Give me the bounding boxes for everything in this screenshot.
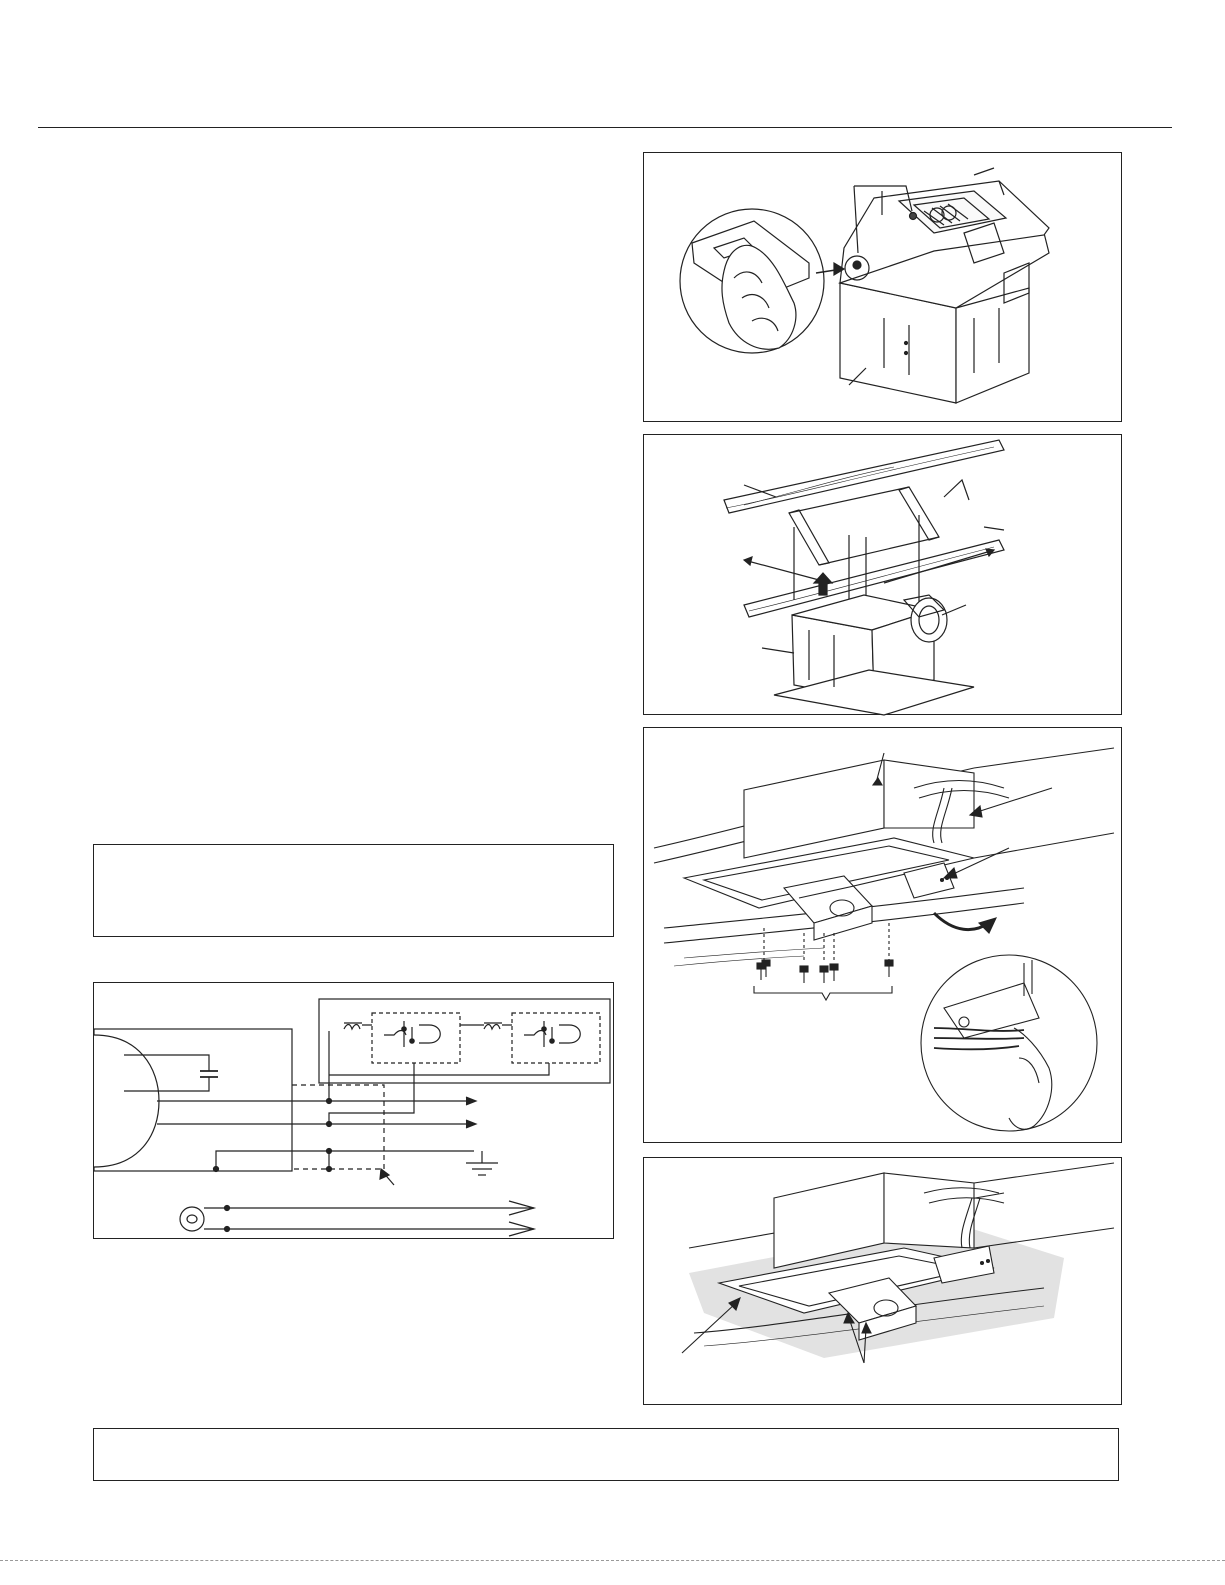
figure-4-illustration xyxy=(644,1158,1123,1406)
figure-4-panel xyxy=(643,1157,1122,1405)
header-rule xyxy=(38,127,1172,128)
sensor-symbol xyxy=(180,1207,204,1231)
figure-3-illustration xyxy=(644,728,1123,1144)
figure-1-panel xyxy=(643,152,1122,422)
figure-2-illustration xyxy=(644,435,1123,716)
note-box xyxy=(93,844,614,937)
figure-3-panel xyxy=(643,727,1122,1143)
bottom-note-box xyxy=(93,1428,1119,1481)
figure-1-illustration xyxy=(644,153,1123,423)
wiring-diagram xyxy=(94,983,615,1240)
wiring-diagram-panel xyxy=(93,982,614,1239)
page-bottom-edge xyxy=(0,1560,1225,1561)
figure-2-panel xyxy=(643,434,1122,715)
